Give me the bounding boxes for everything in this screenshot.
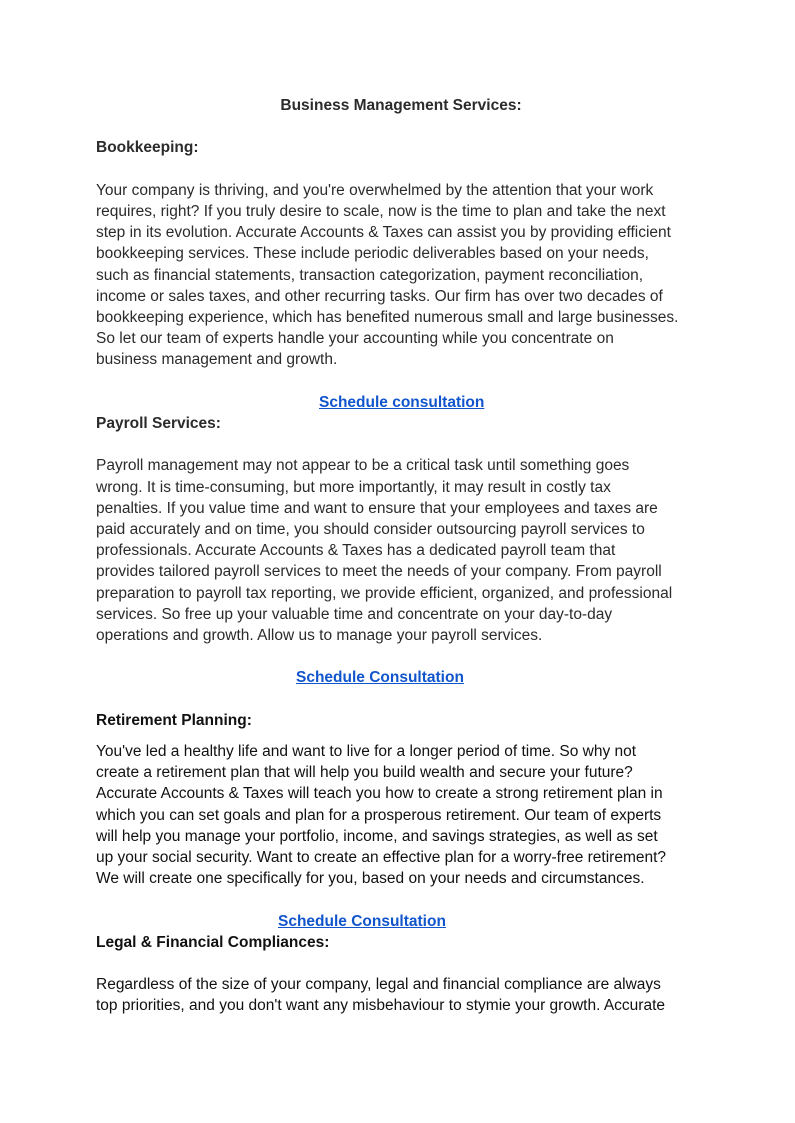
schedule-consultation-link-bookkeeping[interactable]: Schedule consultation xyxy=(319,393,485,411)
section-body-bookkeeping: Your company is thriving, and you're overwhelmed by the attention that your work requires, right? If you truly desire to scale, now is the time to plan and take the next step in its evolution. Accurate Accounts & Taxes can assist you by providing efficient bookkeeping services. These include periodic deliverables based on your needs, such as financial statements, transaction categorization, payment reconciliation, income or sales taxes, and other recurring tasks. Our firm has over two decades of bookkeeping experience, which has benefited numerous small and large businesses. So let our team of experts handle your accounting while you concentrate on business management and growth. xyxy=(96,181,679,369)
section-heading-bookkeeping: Bookkeeping: xyxy=(96,139,199,157)
section-body-retirement: You've led a healthy life and want to live for a longer period of time. So why not create a retirement plan that will help you build wealth and secure your future? Accurate Accounts & Taxes will teach you how to create a strong retirement plan in which you can set goals and plan for a prosperous retirement. Our team of experts will help you manage your portfolio, income, and savings strategies, as well as set up your social security. Want to create an effective plan for a worry-free retirement? We will create one specifically for you, based on your needs and circumstances. xyxy=(96,742,667,888)
consultation-link-row-retirement xyxy=(96,911,706,932)
consultation-link-row-bookkeeping xyxy=(96,392,706,413)
section-heading-payroll: Payroll Services: xyxy=(96,414,221,432)
section-body-payroll: Payroll management may not appear to be a critical task until something goes wrong. It is time-consuming, but more importantly, it may result in costly tax penalties. If you value time and want to ensure that your employees and taxes are paid accurately and on time, you should consider outsourcing payroll services to professionals. Accurate Accounts & Taxes has a dedicated payroll team that provides tailored payroll services to meet the needs of your company. From payroll preparation to payroll tax reporting, we provide efficient, organized, and professional services. So free up your valuable time and concentrate on your day-to-day operations and growth. Allow us to manage your payroll services. xyxy=(96,457,673,644)
consultation-link-row-payroll xyxy=(96,667,706,688)
document-content xyxy=(96,95,706,1016)
section-body-legal-financial: Regardless of the size of your company, legal and financial compliance are always top priorities, and you don't want any misbehaviour to stymie your growth. Accurate xyxy=(96,976,665,1015)
schedule-consultation-link-retirement[interactable]: Schedule Consultation xyxy=(278,912,446,930)
schedule-consultation-link-payroll[interactable]: Schedule Consultation xyxy=(296,669,464,687)
document-title: Business Management Services: xyxy=(280,97,522,114)
section-heading-retirement: Retirement Planning: xyxy=(96,711,252,729)
section-heading-legal-financial: Legal & Financial Compliances: xyxy=(96,933,330,951)
